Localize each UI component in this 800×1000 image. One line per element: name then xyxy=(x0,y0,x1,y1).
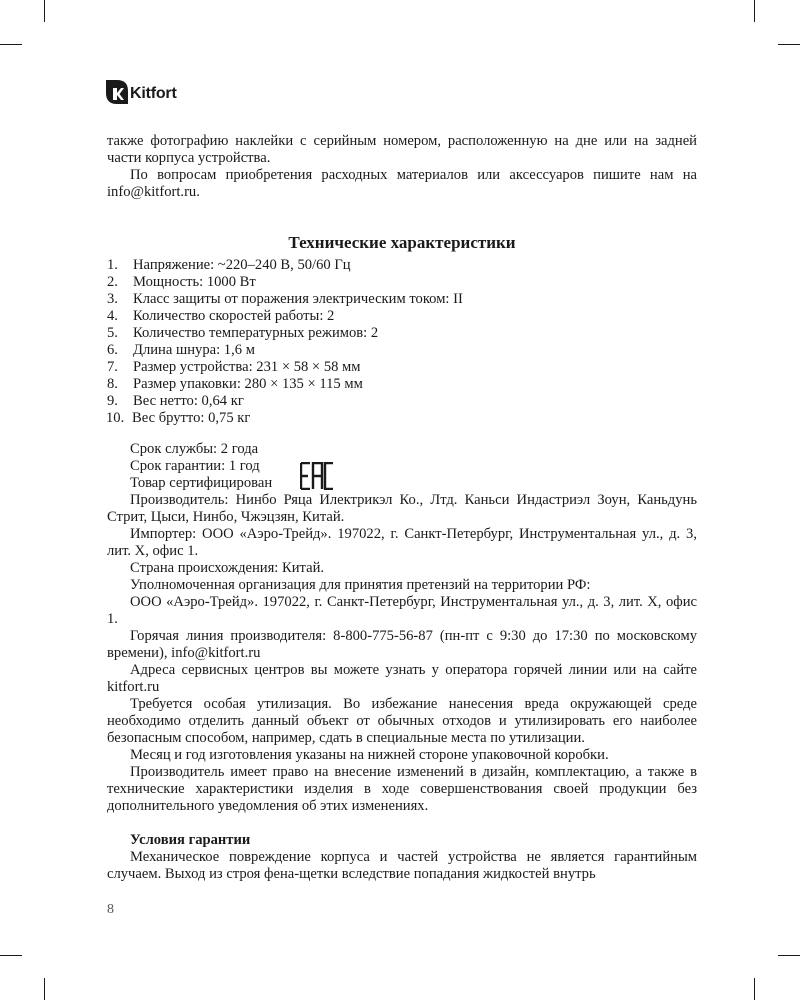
eac-icon xyxy=(300,462,334,490)
disposal: Требуется особая утилизация. Во избежание нанесения вреда окружающей среде необходимо отделить данный объект от обычных отходов и утилизировать его наиболее безопасным способом, например, сдать в специальные места по утилизации. xyxy=(107,696,697,746)
authorized-title: Уполномоченная организация для принятия претензий на территории РФ: xyxy=(130,577,591,593)
crop-mark xyxy=(754,0,755,22)
spec-item: 2. Мощность: 1000 Вт xyxy=(107,274,256,290)
crop-mark xyxy=(0,955,22,956)
crop-mark xyxy=(754,978,755,1000)
authorized-org: ООО «Аэро-Трейд». 197022, г. Санкт-Петербург, Инструментальная ул., д. 3, лит. Х, офис 1. xyxy=(107,594,697,627)
logo-text: Kitfort xyxy=(130,85,177,102)
spec-item: 10. Вес брутто: 0,75 кг xyxy=(106,410,251,426)
crop-mark xyxy=(0,44,22,45)
spec-item: 8. Размер упаковки: 280 × 135 × 115 мм xyxy=(107,376,363,392)
service-life: Срок службы: 2 года xyxy=(130,441,259,457)
eac-mark xyxy=(300,462,334,495)
spec-item: 5. Количество температурных режимов: 2 xyxy=(107,325,379,341)
kitfort-logo xyxy=(106,80,177,104)
service-info xyxy=(107,441,697,492)
spec-item: 3. Класс защиты от поражения электрическим током: II xyxy=(107,291,463,307)
page-content xyxy=(107,133,697,883)
service-centers: Адреса сервисных центров вы можете узнать у оператора горячей линии или на сайте kitfort.ru xyxy=(107,662,697,695)
specs-title: Технические характеристики xyxy=(288,233,516,252)
intro-paragraph: также фотографию наклейки с серийным номером, расположенную на дне или на задней части корпуса устройства. xyxy=(107,133,697,166)
crop-mark xyxy=(778,955,800,956)
warranty-terms-title: Условия гарантии xyxy=(130,832,251,848)
kitfort-logo-icon xyxy=(106,80,128,104)
origin-country: Страна происхождения: Китай. xyxy=(130,560,325,576)
certified-text: Товар сертифицирован xyxy=(130,475,273,491)
intro-paragraph: По вопросам приобретения расходных материалов или аксессуаров пишите нам на info@kitfort.ru. xyxy=(107,167,697,200)
crop-mark xyxy=(44,978,45,1000)
rights: Производитель имеет право на внесение изменений в дизайн, комплектацию, а также в технические характеристики изделия в ходе совершенствования своей продукции без дополнительного уведомления об этих изменениях. xyxy=(107,764,697,814)
importer: Импортер: ООО «Аэро-Трейд». 197022, г. Санкт-Петербург, Инструментальная ул., д. 3, лит. Х, офис 1. xyxy=(107,526,697,559)
warranty-period: Срок гарантии: 1 год xyxy=(130,458,260,474)
spec-item: 7. Размер устройства: 231 × 58 × 58 мм xyxy=(107,359,361,375)
spec-item: 6. Длина шнура: 1,6 м xyxy=(107,342,255,358)
manufacturer: Производитель: Нинбо Ряца Илектрикэл Ко., Лтд. Каньси Индастриэл Зоун, Каньдунь Стрит, Цыси, Нинбо, Чжэцзян, Китай. xyxy=(107,492,697,525)
production-date: Месяц и год изготовления указаны на нижней стороне упаковочной коробки. xyxy=(130,747,609,763)
spec-item: 4. Количество скоростей работы: 2 xyxy=(107,308,335,324)
crop-mark xyxy=(778,44,800,45)
specs-list xyxy=(107,257,697,427)
page-number: 8 xyxy=(107,902,114,917)
spec-item: 9. Вес нетто: 0,64 кг xyxy=(107,393,244,409)
crop-mark xyxy=(44,0,45,22)
spec-item: 1. Напряжение: ~220–240 В, 50/60 Гц xyxy=(107,257,351,273)
warranty-terms-text: Механическое повреждение корпуса и частей устройства не является гарантийным случаем. Выход из строя фена-щетки вследствие попадания жидкостей внутрь xyxy=(107,849,697,882)
hotline: Горячая линия производителя: 8-800-775-56-87 (пн-пт с 9:30 до 17:30 по московскому времени), info@kitfort.ru xyxy=(107,628,697,661)
